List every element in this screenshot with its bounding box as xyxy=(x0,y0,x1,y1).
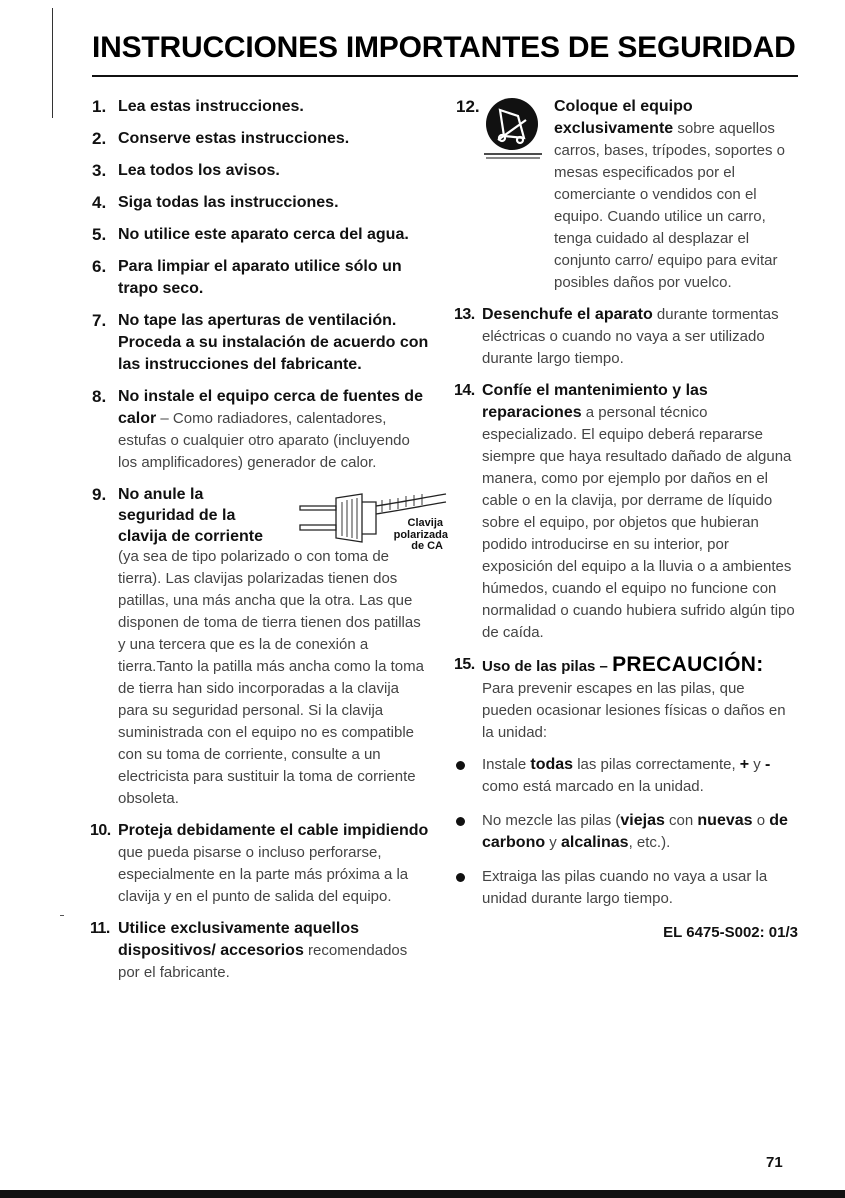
item-heading-block xyxy=(118,484,448,552)
item-heading: No utilice este aparato cerca del agua. xyxy=(118,226,409,243)
instruction-3 xyxy=(92,160,432,182)
item-text: sobre aquellos carros, bases, trípodes, soportes o mesas especificados por el comerciante o vendidos con el equipo. Cuando utilice un carro, tenga cuidado al desplazar el conjunto carro/ equipo para evitar posibles daños por vuelco. xyxy=(554,120,785,291)
cart-tip-warning-icon xyxy=(480,96,544,160)
item-heading: Lea estas instrucciones. xyxy=(118,98,304,115)
item-text: Para prevenir escapes en las pilas, que pueden ocasionar lesiones físicas o daños en la unidad: xyxy=(482,680,786,741)
item-heading: Desenchufe el aparato xyxy=(482,306,653,323)
bullet-text: , etc.). xyxy=(628,834,671,851)
item-text: – Como radiadores, calentadores, estufas o cualquier otro aparato (incluyendo los amplificadores) generador de calor. xyxy=(118,410,410,471)
page-margin-line xyxy=(52,8,53,118)
item-heading: No tape las aperturas de ventilación. Proceda a su instalación de acuerdo con las instrucciones del fabricante. xyxy=(118,312,429,373)
instruction-5 xyxy=(92,224,432,246)
item-heading-line-2: seguridad de la xyxy=(118,507,236,524)
page-number: 71 xyxy=(766,1154,783,1171)
item-text: a personal técnico especializado. El equipo deberá repararse siempre que haya resultado dañado de alguna manera, como por ejemplo por daños en el cable o en la clavija, por derrame de líquido sobre el equipo, por objetos que hubieran podido introducirse en su interior, por exposición del equipo a la lluvia o a ambientes húmedos, cuando el equipo no funcione con normalidad o cuando hubiera sufrido algún tipo de caída. xyxy=(482,404,795,641)
plug-label-line-1: Clavija xyxy=(407,517,443,529)
instruction-2 xyxy=(92,128,432,150)
bullet-text: Extraiga las pilas cuando no vaya a usar la unidad durante largo tiempo. xyxy=(482,868,768,907)
instruction-6 xyxy=(92,256,432,300)
document-code: EL 6475-S002: 01/3 xyxy=(663,924,798,941)
title-rule xyxy=(92,75,798,77)
item-heading-line-3: clavija de corriente xyxy=(118,528,263,545)
instruction-8 xyxy=(92,386,432,474)
bullet-dot-icon xyxy=(456,817,465,826)
plug-label-line-3: de CA xyxy=(411,540,443,552)
bullet-bold: de carbono xyxy=(482,812,788,851)
item-number: 7. xyxy=(92,311,107,330)
item-heading: Confíe el mantenimiento y las reparaciones xyxy=(482,382,708,421)
bullet-bold: - xyxy=(764,756,771,773)
instruction-9 xyxy=(92,484,448,810)
item-number: 15. xyxy=(454,656,475,673)
bullet-text: Instale xyxy=(482,756,531,773)
left-column xyxy=(90,96,448,994)
warning-label: PRECAUCIÓN: xyxy=(612,653,764,676)
instruction-15 xyxy=(456,654,798,744)
bullet-text: No mezcle las pilas ( xyxy=(482,812,621,829)
bullet-text: con xyxy=(664,812,698,829)
bullet-text: como está marcado en la unidad. xyxy=(482,778,704,795)
item-number: 3. xyxy=(92,161,107,180)
bullet-bold: alcalinas xyxy=(560,834,629,851)
instruction-10 xyxy=(92,820,432,908)
instruction-4 xyxy=(92,192,432,214)
bullet-bold: + xyxy=(739,756,750,773)
item-heading: Para limpiar el aparato utilice sólo un trapo seco. xyxy=(118,258,402,297)
plug-label-line-2: polarizada xyxy=(393,529,448,541)
item-heading: Proteja debidamente el cable impidiendo xyxy=(118,822,429,839)
instruction-1 xyxy=(92,96,432,118)
bottom-bar xyxy=(0,1190,845,1198)
bullet-bold: viejas xyxy=(620,812,665,829)
item-heading-line-1: No anule la xyxy=(118,486,204,503)
item-number: 2. xyxy=(92,129,107,148)
bullet-text: o xyxy=(752,812,770,829)
item-heading: Conserve estas instrucciones. xyxy=(118,130,350,147)
item-text: recomendados por el fabricante. xyxy=(118,942,408,981)
bullet-text: y xyxy=(545,834,561,851)
item-number: 13. xyxy=(454,306,475,323)
item-heading: Coloque el equipo exclusivamente xyxy=(554,98,693,137)
instruction-14 xyxy=(456,380,798,644)
polarized-plug-icon xyxy=(292,488,448,552)
item-number: 11. xyxy=(90,920,110,937)
bullet-text: las pilas correctamente, xyxy=(573,756,740,773)
instruction-13 xyxy=(456,304,798,370)
bullet-item-2 xyxy=(456,810,798,854)
item-number: 12. xyxy=(456,97,480,116)
bullet-dot-icon xyxy=(456,873,465,882)
item-text: durante tormentas eléctricas o cuando no vaya a ser utilizado durante largo tiempo. xyxy=(482,306,779,367)
right-column xyxy=(456,96,798,944)
instruction-7 xyxy=(92,310,432,376)
page-margin-tick xyxy=(60,915,64,916)
item-number: 10. xyxy=(90,822,111,839)
item-number: 14. xyxy=(454,382,475,399)
item-heading: No instale el equipo cerca de fuentes de calor xyxy=(118,388,423,427)
instruction-12 xyxy=(456,96,798,296)
bullet-dot-icon xyxy=(456,761,465,770)
item-heading: Siga todas las instrucciones. xyxy=(118,194,339,211)
item-heading: Uso de las pilas – xyxy=(482,658,608,675)
item-number: 6. xyxy=(92,257,107,276)
item-number: 1. xyxy=(92,97,107,116)
bullet-bold: nuevas xyxy=(697,812,753,829)
item-number: 5. xyxy=(92,225,107,244)
page-title: INSTRUCCIONES IMPORTANTES DE SEGURIDAD xyxy=(92,31,796,64)
item-heading: Lea todos los avisos. xyxy=(118,162,280,179)
instruction-11 xyxy=(92,918,432,984)
item-number: 4. xyxy=(92,193,107,212)
item-heading: Utilice exclusivamente aquellos dispositivos/ accesorios xyxy=(118,920,359,959)
bullet-item-3 xyxy=(456,866,798,910)
item-text: (ya sea de tipo polarizado o con toma de tierra). Las clavijas polarizadas tienen dos patillas, una más ancha que la otra. Las que disponen de toma de tierra tienen dos patillas y una tercera que es la de conexión a tierra.Tanto la patilla más ancha como la toma de tierra han sido incorporadas a la clavija para su seguridad personal. Si la clavija suministrada con el equipo no es compatible con su toma de corriente, consulte a un electricista para sustituir la toma de corriente obsoleta. xyxy=(118,548,424,807)
item-number: 9. xyxy=(92,485,107,504)
bullet-item-1 xyxy=(456,754,798,798)
bullet-text: y xyxy=(749,756,765,773)
item-number: 8. xyxy=(92,387,107,406)
item-text: que pueda pisarse o incluso perforarse, especialmente en la parte más próxima a la clavija y en el punto de salida del equipo. xyxy=(118,844,409,905)
bullet-bold: todas xyxy=(530,756,574,773)
battery-bullet-list xyxy=(456,754,798,910)
